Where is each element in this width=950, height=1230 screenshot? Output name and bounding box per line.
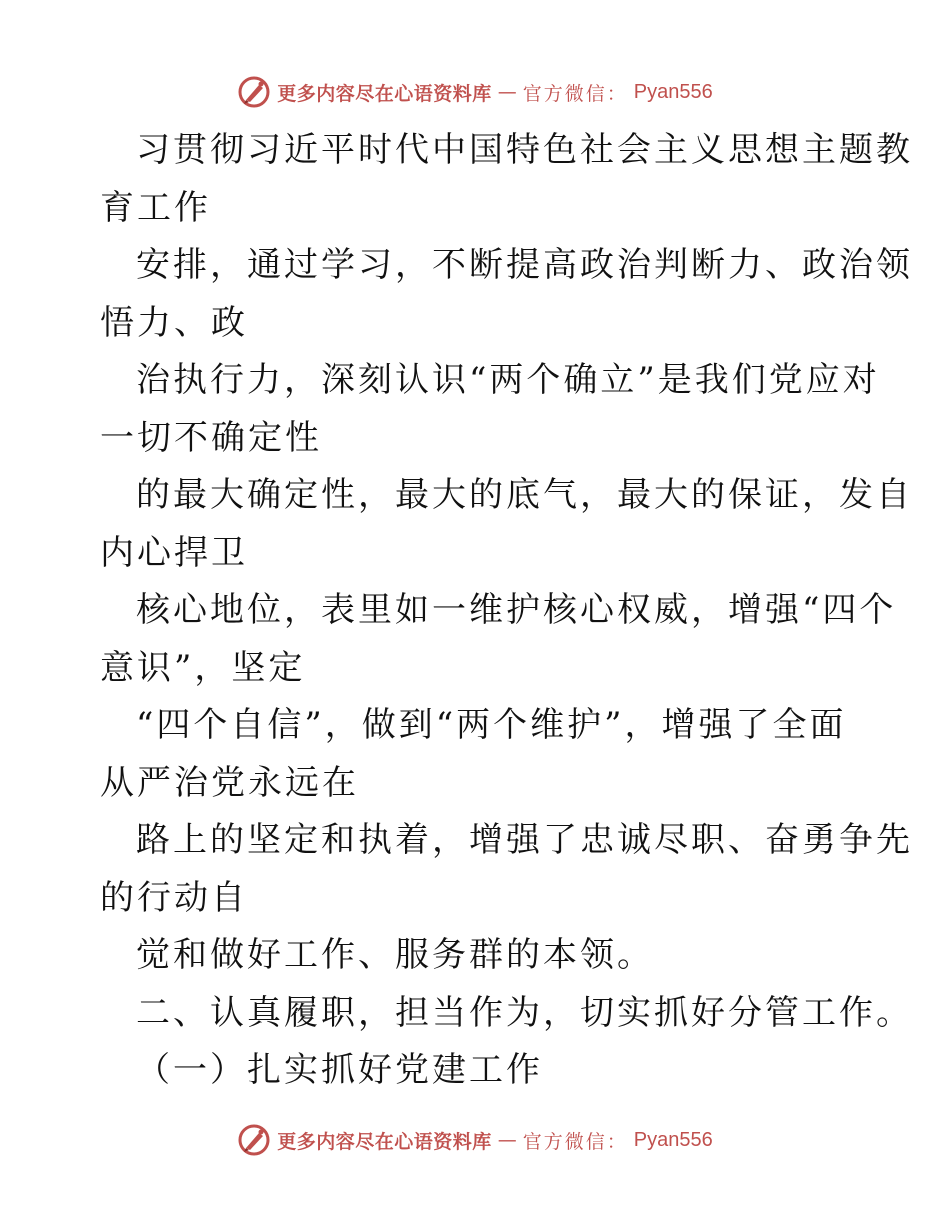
text-line: 意识”，坚定 xyxy=(100,647,306,688)
text-line: 内心捍卫 xyxy=(100,532,248,573)
text-line: 悟力、政 xyxy=(100,302,248,343)
watermark-separator: — xyxy=(497,1129,517,1151)
text-line: 安排，通过学习，不断提高政治判断力、政治领 xyxy=(136,245,913,285)
watermark-site-text: 更多内容尽在心语资料库 xyxy=(277,1130,492,1153)
document-body xyxy=(100,122,913,1100)
watermark-site-text: 更多内容尽在心语资料库 xyxy=(277,82,492,105)
text-line: 习贯彻习近平时代中国特色社会主义思想主题教 xyxy=(136,130,913,170)
section-heading: 二、认真履职，担当作为，切实抓好分管工作。 xyxy=(136,992,913,1033)
watermark-wechat-id: Pyan556 xyxy=(633,80,713,103)
pen-logo-icon xyxy=(237,1123,271,1157)
text-line: 育工作 xyxy=(100,187,211,228)
subsection-heading: （一）扎实抓好党建工作 xyxy=(136,1050,543,1090)
text-line: 治执行力，深刻认识“两个确立”是我们党应对 xyxy=(136,360,880,400)
text-line: 从严治党永远在 xyxy=(100,762,359,803)
watermark-wechat-label: 官方微信： xyxy=(522,82,628,105)
text-line: 觉和做好工作、服务群的本领。 xyxy=(136,935,654,975)
footer-watermark xyxy=(0,1120,950,1160)
watermark-wechat-label: 官方微信： xyxy=(522,1130,628,1153)
watermark-wechat-id: Pyan556 xyxy=(633,1128,713,1151)
text-line: 的最大确定性，最大的底气，最大的保证，发自 xyxy=(136,475,913,515)
pen-logo-icon xyxy=(237,75,271,109)
header-watermark xyxy=(0,72,950,112)
text-line: 的行动自 xyxy=(100,877,248,918)
text-line: 一切不确定性 xyxy=(100,417,322,458)
watermark-separator: — xyxy=(497,81,517,103)
text-line: 路上的坚定和执着，增强了忠诚尽职、奋勇争先 xyxy=(136,820,913,860)
text-line: “四个自信”，做到“两个维护”，增强了全面 xyxy=(136,705,847,745)
text-line: 核心地位，表里如一维护核心权威，增强“四个 xyxy=(136,590,897,630)
